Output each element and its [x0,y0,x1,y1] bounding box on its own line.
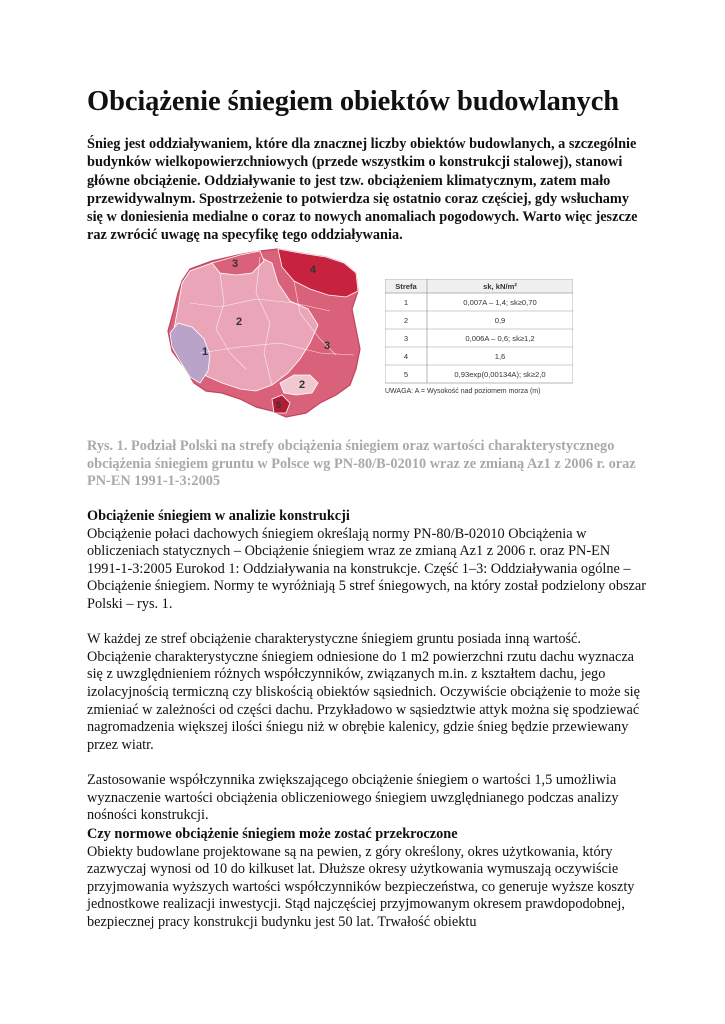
section-analysis-heading: Obciążenie śniegiem w analizie konstrukcji [87,508,350,524]
map-label-zone-3-east: 3 [324,340,331,352]
lead-paragraph: Śnieg jest oddziaływaniem, które dla znacznej liczby obiektów budowlanych, a szczególnie budynków wielkopowierzchniowych (przede wszystkim o konstrukcji stalowej), stanowi główne obciążenie. Oddziaływanie to jest tzw. obciążeniem klimatycznym, zatem mało przewidywalnym. Spostrzeżenie to potwierdza się ostatnio coraz częściej, gdy wsłuchamy się w doniesienia medialne o coraz to nowych anomaliach pogodowych. Warto więc jeszcze raz zwrócić uwagę na specyfikę tego oddziaływania. [87,136,638,244]
section-exceed-paragraph-1: Obiekty budowlane projektowane są na pewien, z góry określony, okres użytkowania, który zazwyczaj wynosi od 10 do kilkuset lat. Dłuższe okresy użytkowania wymuszają oczywiście przyjmowania wyższych wartości współczynników bezpieczeństwa, co generuje wyższe koszty jednostkowe realizacji inwestycji. Stąd najczęściej przyjmowanym okresem prawdopodobnej, bezpiecznej pracy konstrukcji budynku jest 50 lat. Trwałość obiektu [87,843,635,930]
section-exceed-heading: Czy normowe obciążenie śniegiem może zostać przekroczone [87,826,458,842]
map-label-zone-5: 5 [276,400,282,410]
table-cell-load: 0,007A – 1,4; sk≥0,70 [463,298,537,307]
table-cell-load: 1,6 [494,352,506,361]
table-header-load: sk, kN/m² [483,282,517,291]
table-cell-zone: 3 [403,334,409,343]
map-label-zone-1: 1 [202,346,209,358]
figure-caption: Rys. 1. Podział Polski na strefy obciążenia śniegiem oraz wartości charakterystycznego obciążenia śniegiem gruntu w Polsce wg PN-80/B-02010 wraz ze zmianą Az1 z 2006 r. oraz PN-EN 1991-1-3:2005 [87,438,636,489]
section-exceed [87,826,647,932]
section-analysis-paragraph-2: W każdej ze stref obciążenie charakterystyczne śniegiem gruntu posiada inną wartość. Obciążenie charakterystyczne śniegiem odniesione do 1 m2 powierzchni rzutu dachu wyznacza się z uwzględnieniem różnych współczynników, związanych m.in. z kształtem dachu, jego izolacyjnością termiczną czy bliskością obiektów sąsiednich. Oczywiście obciążenie to może się zmieniać w zależności od części dachu. Przykładowo w sąsiedztwie attyk można się spodziewać nagromadzenia większej ilości śniegu niż w obrębie kalenicy, gdzie śnieg będzie przewiewany przez wiatr. [87,631,640,753]
map-label-zone-4: 4 [310,264,317,276]
page-title: Obciążenie śniegiem obiektów budowlanych [87,86,619,117]
section-analysis [87,508,647,825]
map-label-zone-2: 2 [236,316,243,328]
table-note: UWAGA: A = Wysokość nad poziomem morza (m) [385,388,541,395]
table-header-zone: Strefa [395,282,417,291]
table-cell-zone: 2 [403,316,409,325]
section-analysis-paragraph-3: Zastosowanie współczynnika zwiększającego obciążenie śniegiem o wartości 1,5 umożliwia wyznaczenie wartości obciążenia obliczeniowego śniegiem uwzględnianego podczas analizy nośności konstrukcji. [87,771,619,824]
figure-snow-zones [160,243,630,423]
table-cell-zone: 5 [403,370,409,379]
table-cell-load: 0,006A – 0,6; sk≥1,2 [465,334,535,343]
poland-snow-zone-map [160,243,370,421]
map-label-zone-2-south: 2 [299,379,306,391]
table-cell-load: 0,93exp(0,00134A); sk≥2,0 [454,370,546,379]
map-label-zone-3-north: 3 [232,258,239,270]
table-cell-zone: 1 [403,298,409,307]
snow-load-table [385,279,573,399]
table-cell-zone: 4 [403,352,409,361]
table-cell-load: 0,9 [494,316,506,325]
section-analysis-paragraph-1: Obciążenie połaci dachowych śniegiem określają normy PN-80/B-02010 Obciążenia w obliczeniach statycznych – Obciążenie śniegiem wraz ze zmianą Az1 z 2006 r. oraz PN-EN 1991-1-3:2005 Eurokod 1: Oddziaływania na konstrukcje. Część 1–3: Oddziaływania ogólne – Obciążenie śniegiem. Normy te wyróżniają 5 stref śniegowych, na który został podzielony obszar Polski – rys. 1. [87,525,646,612]
